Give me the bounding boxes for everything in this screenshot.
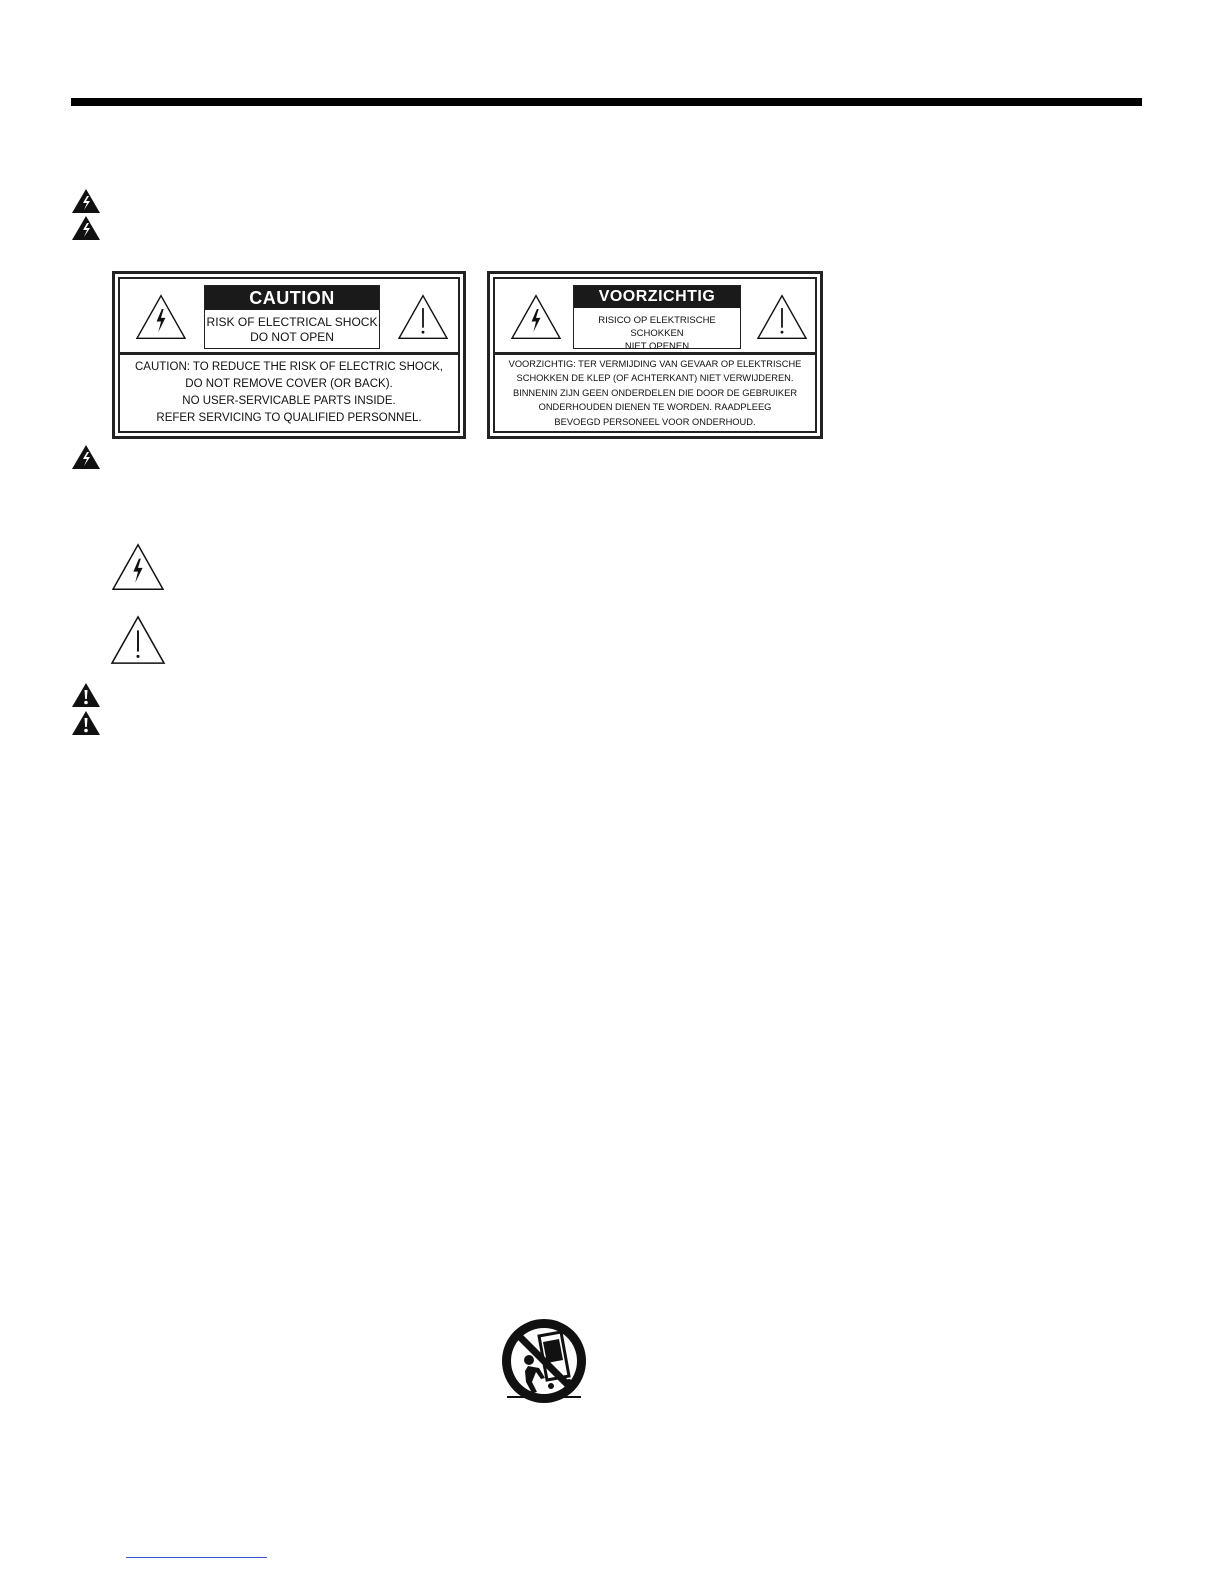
voorzichtig-subtitle-1: RISICO OP ELEKTRISCHE SCHOKKEN (598, 315, 716, 339)
top-rule (71, 98, 1142, 106)
caution-subtitle-1: RISK OF ELECTRICAL SHOCK (206, 315, 378, 329)
lightning-warning-icon (71, 215, 101, 241)
voorzichtig-panel (573, 285, 741, 352)
lightning-warning-icon (71, 444, 101, 470)
exclamation-warning-icon (71, 682, 101, 708)
voorzichtig-label (487, 271, 823, 439)
voorzichtig-body-line: ONDERHOUDEN DIENEN TE WORDEN. RAADPLEEG (538, 402, 772, 413)
voorzichtig-body-line: BEVOEGD PERSONEEL VOOR ONDERHOUD. (554, 416, 756, 427)
exclamation-triangle-icon (109, 614, 167, 666)
caution-body-line: NO USER-SERVICABLE PARTS INSIDE. (182, 395, 396, 407)
exclamation-warning-icon (71, 710, 101, 736)
lightning-triangle-icon (509, 293, 563, 341)
voorzichtig-body-line: BINNENIN ZIJN GEEN ONDERDELEN DIE DOOR DE GEBRUIKER (512, 387, 798, 398)
caution-body-line: CAUTION: TO REDUCE THE RISK OF ELECTRIC SHOCK, (135, 361, 443, 373)
caution-label (112, 271, 466, 439)
lightning-warning-icon (71, 188, 101, 214)
caution-title: CAUTION (205, 286, 379, 310)
voorzichtig-subtitle-2: NIET OPENEN (624, 341, 690, 352)
caution-body-line: DO NOT REMOVE COVER (OR BACK). (185, 378, 393, 390)
voorzichtig-body-line: VOORZICHTIG: TER VERMIJDING VAN GEVAAR OP ELEKTRISCHE (508, 358, 802, 369)
exclamation-triangle-icon (396, 293, 450, 341)
caution-subtitle-2: DO NOT OPEN (250, 330, 334, 344)
lightning-triangle-icon (134, 293, 188, 341)
voorzichtig-title: VOORZICHTIG (574, 286, 740, 308)
exclamation-triangle-icon (755, 293, 809, 341)
caution-panel (204, 285, 380, 349)
voorzichtig-body-line: SCHOKKEN DE KLEP (OF ACHTERKANT) NIET VERWIJDEREN. (516, 373, 794, 384)
lightning-triangle-icon (109, 542, 167, 592)
link-underline (126, 1557, 267, 1558)
no-cart-tipover-icon (499, 1316, 589, 1406)
caution-body-line: REFER SERVICING TO QUALIFIED PERSONNEL. (156, 412, 422, 424)
